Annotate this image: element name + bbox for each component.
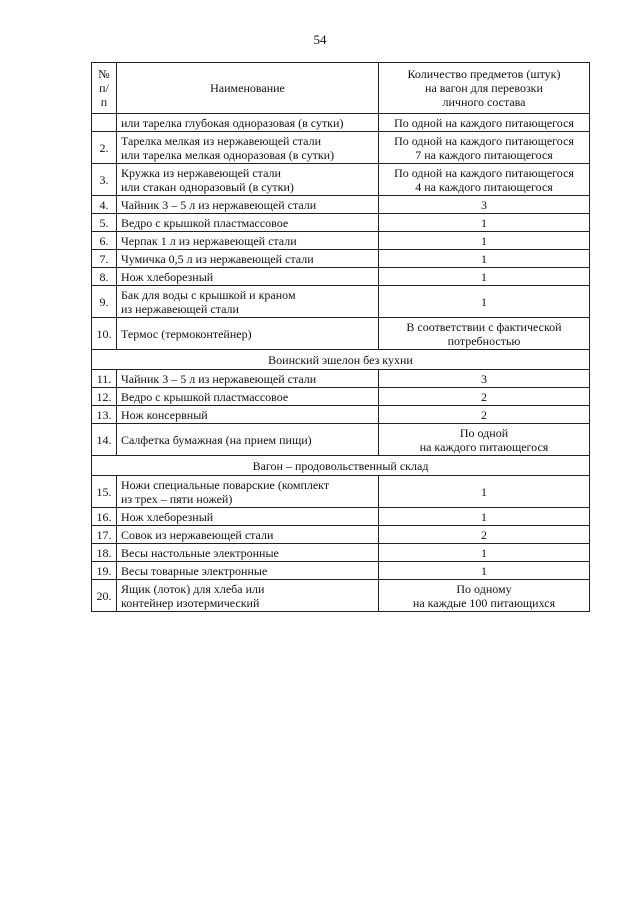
table-row bbox=[92, 544, 590, 562]
item-quantity: 1 bbox=[379, 232, 590, 250]
row-number: 3. bbox=[92, 164, 117, 196]
item-quantity: По одному на каждые 100 питающихся bbox=[379, 580, 590, 612]
row-number: 12. bbox=[92, 388, 117, 406]
row-number: 4. bbox=[92, 196, 117, 214]
item-name: Чайник 3 – 5 л из нержавеющей стали bbox=[117, 370, 379, 388]
table-body bbox=[92, 114, 590, 612]
row-number: 6. bbox=[92, 232, 117, 250]
item-name: Бак для воды с крышкой и краном из нержавеющей стали bbox=[117, 286, 379, 318]
item-name: Ножи специальные поварские (комплект из трех – пяти ножей) bbox=[117, 476, 379, 508]
header-qty: Количество предметов (штук) на вагон для перевозки личного состава bbox=[379, 63, 590, 114]
item-name: Совок из нержавеющей стали bbox=[117, 526, 379, 544]
item-quantity: 2 bbox=[379, 406, 590, 424]
section-title: Вагон – продовольственный склад bbox=[92, 456, 590, 476]
item-name: Ящик (лоток) для хлеба или контейнер изотермический bbox=[117, 580, 379, 612]
header-num: № п/п bbox=[92, 63, 117, 114]
row-number: 7. bbox=[92, 250, 117, 268]
table-row bbox=[92, 318, 590, 350]
header-name: Наименование bbox=[117, 63, 379, 114]
table-row bbox=[92, 388, 590, 406]
row-number: 11. bbox=[92, 370, 117, 388]
item-quantity: По одной на каждого питающегося bbox=[379, 114, 590, 132]
row-number: 13. bbox=[92, 406, 117, 424]
item-name: Тарелка мелкая из нержавеющей стали или тарелка мелкая одноразовая (в сутки) bbox=[117, 132, 379, 164]
row-number: 18. bbox=[92, 544, 117, 562]
row-number: 9. bbox=[92, 286, 117, 318]
table-row bbox=[92, 476, 590, 508]
table-row bbox=[92, 196, 590, 214]
item-quantity: 1 bbox=[379, 214, 590, 232]
row-number: 16. bbox=[92, 508, 117, 526]
table-row bbox=[92, 580, 590, 612]
row-number: 20. bbox=[92, 580, 117, 612]
item-name: Ведро с крышкой пластмассовое bbox=[117, 388, 379, 406]
item-name: Термос (термоконтейнер) bbox=[117, 318, 379, 350]
item-name: Черпак 1 л из нержавеющей стали bbox=[117, 232, 379, 250]
item-name: Нож хлеборезный bbox=[117, 268, 379, 286]
table-row bbox=[92, 562, 590, 580]
row-number: 2. bbox=[92, 132, 117, 164]
section-title: Воинский эшелон без кухни bbox=[92, 350, 590, 370]
item-name: Салфетка бумажная (на прием пищи) bbox=[117, 424, 379, 456]
item-quantity: 1 bbox=[379, 562, 590, 580]
item-name: Ведро с крышкой пластмассовое bbox=[117, 214, 379, 232]
item-quantity: 1 bbox=[379, 286, 590, 318]
table-row bbox=[92, 114, 590, 132]
item-name: Весы товарные электронные bbox=[117, 562, 379, 580]
item-quantity: 2 bbox=[379, 526, 590, 544]
row-number: 10. bbox=[92, 318, 117, 350]
item-quantity: 2 bbox=[379, 388, 590, 406]
section-row bbox=[92, 456, 590, 476]
item-quantity: По одной на каждого питающегося 7 на каждого питающегося bbox=[379, 132, 590, 164]
table-row bbox=[92, 424, 590, 456]
item-name: Чайник 3 – 5 л из нержавеющей стали bbox=[117, 196, 379, 214]
item-name: Нож хлеборезный bbox=[117, 508, 379, 526]
page-number: 54 bbox=[313, 32, 327, 47]
item-quantity: 3 bbox=[379, 370, 590, 388]
row-number: 8. bbox=[92, 268, 117, 286]
row-number: 14. bbox=[92, 424, 117, 456]
row-number: 19. bbox=[92, 562, 117, 580]
table-row bbox=[92, 250, 590, 268]
item-quantity: 1 bbox=[379, 268, 590, 286]
table-row bbox=[92, 214, 590, 232]
item-quantity: 1 bbox=[379, 508, 590, 526]
item-quantity: По одной на каждого питающегося bbox=[379, 424, 590, 456]
item-name: Нож консервный bbox=[117, 406, 379, 424]
item-quantity: 3 bbox=[379, 196, 590, 214]
item-quantity: По одной на каждого питающегося 4 на каждого питающегося bbox=[379, 164, 590, 196]
item-quantity: 1 bbox=[379, 250, 590, 268]
row-number: 15. bbox=[92, 476, 117, 508]
table-header-row bbox=[92, 63, 590, 114]
item-name: Кружка из нержавеющей стали или стакан одноразовый (в сутки) bbox=[117, 164, 379, 196]
row-number: 5. bbox=[92, 214, 117, 232]
item-name: или тарелка глубокая одноразовая (в сутки) bbox=[117, 114, 379, 132]
item-name: Весы настольные электронные bbox=[117, 544, 379, 562]
item-quantity: 1 bbox=[379, 476, 590, 508]
item-quantity: 1 bbox=[379, 544, 590, 562]
table-row bbox=[92, 286, 590, 318]
table-row bbox=[92, 508, 590, 526]
row-number bbox=[92, 114, 117, 132]
table-row bbox=[92, 232, 590, 250]
table-row bbox=[92, 268, 590, 286]
items-table bbox=[91, 62, 590, 612]
row-number: 17. bbox=[92, 526, 117, 544]
table-row bbox=[92, 132, 590, 164]
item-quantity: В соответствии с фактической потребностью bbox=[379, 318, 590, 350]
table-row bbox=[92, 370, 590, 388]
item-name: Чумичка 0,5 л из нержавеющей стали bbox=[117, 250, 379, 268]
table-row bbox=[92, 164, 590, 196]
section-row bbox=[92, 350, 590, 370]
table-row bbox=[92, 406, 590, 424]
table-row bbox=[92, 526, 590, 544]
